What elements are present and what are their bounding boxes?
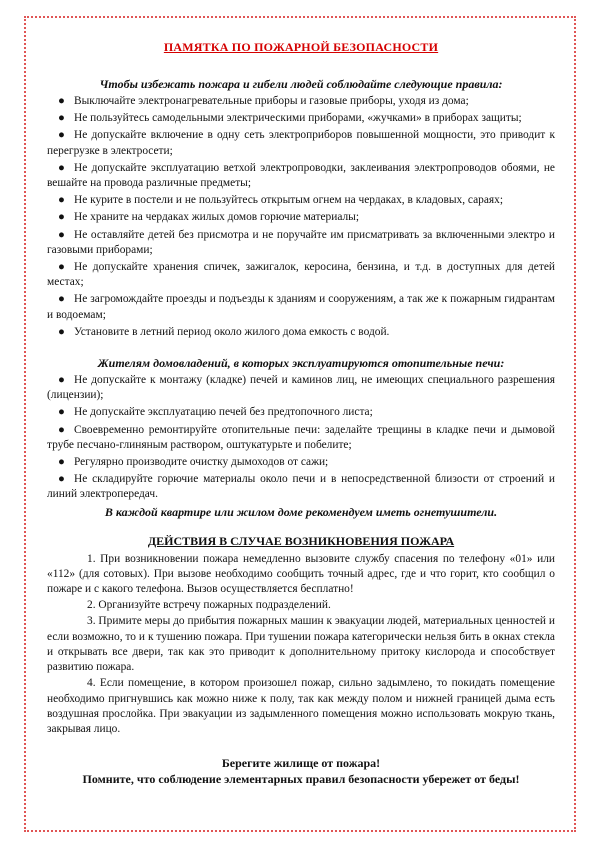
- bullet-icon: ●: [58, 211, 65, 224]
- list-item: ● Не складируйте горючие материалы около печи и в непосредственной близости от строений и линий электропередач.: [47, 473, 555, 501]
- bullet-icon: ●: [58, 261, 65, 274]
- list-item: ● Не загромождайте проезды и подъезды к зданиям и сооружениям, а так же к пожарным гидрантам и водоемам;: [47, 293, 555, 321]
- list-item: ● Не допускайте эксплуатацию печей без предтопочного листа;: [47, 405, 555, 420]
- section1-rules-list: [47, 94, 555, 340]
- bullet-icon: ●: [58, 112, 65, 125]
- list-item: ● Не допускайте включение в одну сеть электроприборов повышенной мощности, это приводит к перегрузке в электросети;: [47, 129, 555, 157]
- list-item: ● Не оставляйте детей без присмотра и не поручайте им присматривать за включенными электро и газовыми приборами;: [47, 228, 555, 256]
- bullet-icon: ●: [58, 129, 65, 142]
- bullet-icon: ●: [58, 423, 65, 436]
- list-item: ● Установите в летний период около жилого дома емкость с водой.: [47, 325, 555, 340]
- bullet-icon: ●: [58, 293, 65, 306]
- list-item: ● Не пользуйтесь самодельными электрическими приборами, «жучками» в приборах защиты;: [47, 111, 555, 126]
- bullet-icon: ●: [58, 228, 65, 241]
- page-title: ПАМЯТКА ПО ПОЖАРНОЙ БЕЗОПАСНОСТИ: [163, 40, 439, 54]
- bullet-icon: ●: [58, 456, 65, 469]
- closing-line-2: Помните, что соблюдение элементарных правил безопасности убережет от беды!: [82, 772, 520, 787]
- bullet-icon: ●: [58, 473, 65, 486]
- fire-action-step: 3. Примите меры до прибытия пожарных машин к эвакуации людей, материальных ценностей и если возможно, то и к тушению пожара. При тушении пожара категорически нельзя бить в окнах стекла и открывать все двери, так как это приводит к дополнительному притоку кислорода и способствует развитию пожара.: [47, 615, 555, 674]
- section3-heading: ДЕЙСТВИЯ В СЛУЧАЕ ВОЗНИКНОВЕНИЯ ПОЖАРА: [147, 533, 455, 548]
- bullet-icon: ●: [58, 374, 65, 387]
- fire-action-step: 1. При возникновении пожара немедленно вызовите службу спасения по телефону «01» или «112» (для сотовых). При вызове необходимо сообщить точный адрес, где и что горит, кто сообщил о пожаре и с какого телефона. Вызов осуществляется бесплатно!: [47, 552, 555, 596]
- bullet-icon: ●: [58, 95, 65, 107]
- closing-message: [47, 755, 555, 787]
- bullet-icon: ●: [58, 406, 65, 419]
- list-item: ● Регулярно производите очистку дымоходов от сажи;: [47, 455, 555, 470]
- extinguisher-recommendation: В каждой квартире или жилом доме рекомендуем иметь огнетушители.: [104, 504, 498, 519]
- list-item: ● Не допускайте эксплуатацию ветхой электропроводки, заклеивания электропроводов обоями, не вешайте на провода различные предметы;: [47, 161, 555, 190]
- closing-line-1: Берегите жилище от пожара!: [221, 756, 381, 771]
- list-item: ● Не допускайте хранения спичек, зажигалок, керосина, бензина, и т.д. в доступных для детей местах;: [47, 261, 555, 289]
- list-item: ● Не курите в постели и не пользуйтесь открытым огнем на чердаках, в кладовых, сараях;: [47, 193, 555, 208]
- bullet-icon: ●: [58, 194, 65, 207]
- section2-heading: Жителям домовладений, в которых эксплуатируются отопительные печи:: [97, 356, 505, 371]
- fire-action-step: 2. Организуйте встречу пожарных подразделений.: [87, 599, 331, 612]
- section2-rules-list: [47, 373, 555, 503]
- list-item: ● Не допускайте к монтажу (кладке) печей и каминов лиц, не имеющих специального разрешения (лицензии);: [47, 374, 555, 402]
- section1-heading: Чтобы избежать пожара и гибели людей соблюдайте следующие правила:: [99, 77, 503, 91]
- list-item: ● Не храните на чердаках жилых домов горючие материалы;: [47, 210, 555, 225]
- document-body: [47, 40, 555, 787]
- bullet-icon: ●: [58, 161, 65, 174]
- list-item: ● Своевременно ремонтируйте отопительные печи: заделайте трещины в кладке печи и дымовой трубе песчано-глиняным раствором, оштукатурьте и побелите;: [47, 423, 555, 451]
- bullet-icon: ●: [58, 325, 65, 338]
- list-item: ● Выключайте электронагревательные приборы и газовые приборы, уходя из дома;: [47, 94, 555, 109]
- fire-action-step: 4. Если помещение, в котором произошел пожар, сильно задымлено, то покидать помещение необходимо пригнувшись как можно ниже к полу, так как между полом и нижней границей дыма есть воздушная прослойка. При эвакуации из задымленного помещения можно использовать мокрую ткань, закрывая лицо.: [47, 677, 555, 735]
